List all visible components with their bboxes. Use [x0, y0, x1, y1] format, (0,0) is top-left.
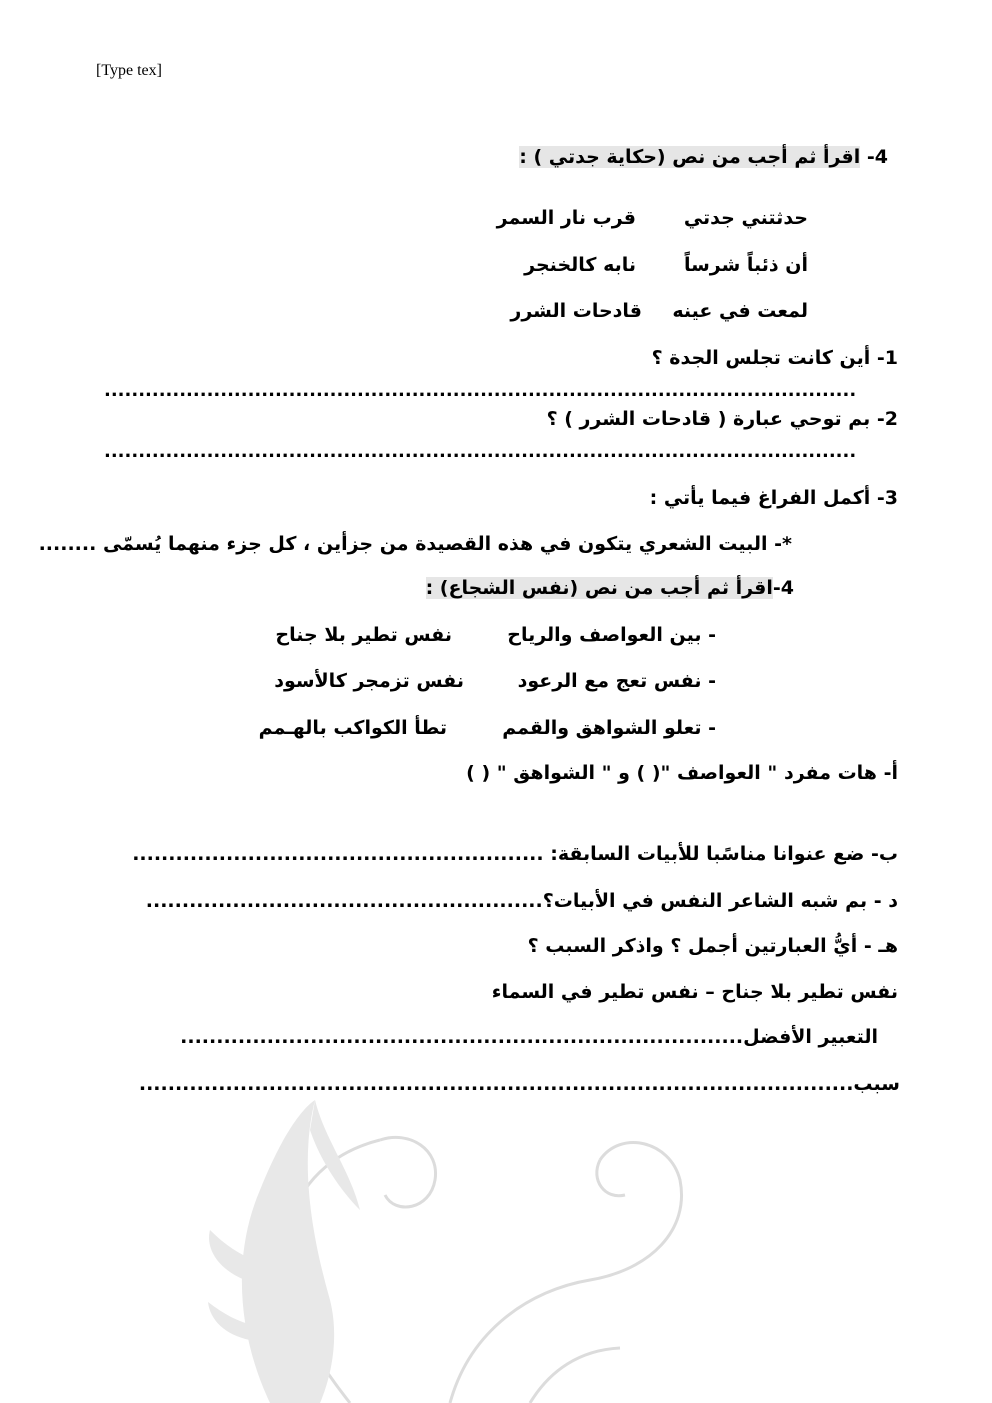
question-2: 2- بم توحي عبارة ( قادحات الشرر ) ؟	[546, 408, 898, 430]
floral-watermark-icon	[150, 1080, 710, 1403]
poem-verse3-right: - تعلو الشواهق والقمم	[502, 717, 716, 739]
answer-line-2[interactable]: ..............................................................................................................	[104, 441, 857, 462]
question-a: أ- هات مفرد " العواصف "( ) و " الشواهق " ( )	[466, 762, 898, 784]
section2-number: 4-	[772, 577, 794, 599]
section1-title-text: اقرأ ثم أجب من نص (حكاية جدتي ) :	[519, 146, 861, 168]
phrases-line: نفس تطير بلا جناح – نفس تطير في السماء	[491, 981, 898, 1003]
best-expression-line[interactable]: التعبير الأفضل..............................................................................	[180, 1026, 878, 1048]
verse2-right: أن ذئباً شرساً	[683, 254, 808, 276]
poem-verse3-left: تطأ الكواكب بالهـمم	[258, 717, 447, 739]
question-b: ب- ضع عنوانا مناسًبا للأبيات السابقة: .........................................................	[132, 843, 898, 865]
section2-title	[426, 577, 794, 599]
question-3: 3- أكمل الفراغ فيما يأتي :	[649, 487, 898, 509]
question-3-item	[39, 533, 792, 555]
reason-line[interactable]: سبب...................................................................................................	[138, 1073, 900, 1095]
verse3-left: قادحات الشرر	[510, 300, 642, 322]
poem-verse1-left: نفس تطير بلا جناح	[275, 624, 452, 646]
verse1-right: حدثتني جدتي	[683, 207, 808, 229]
question-d: د - بم شبه الشاعر النفس في الأبيات؟.......................................................	[145, 890, 898, 912]
poem-verse2-right: - نفس تعج مع الرعود	[517, 670, 716, 692]
section2-title-text: اقرأ ثم أجب من نص (نفس الشجاع) :	[425, 577, 773, 599]
question-1: 1- أين كانت تجلس الجدة ؟	[651, 347, 898, 369]
section1-title	[519, 146, 888, 168]
verse3-right: لمعت في عينه	[672, 300, 808, 322]
poem-verse2-left: نفس تزمجر كالأسود	[274, 670, 464, 692]
section1-number: 4-	[866, 146, 888, 168]
answer-line-1[interactable]: ..............................................................................................................	[104, 380, 857, 401]
verse2-left: نابه كالخنجر	[524, 254, 636, 276]
question-3-item-text: *- البيت الشعري يتكون في هذه القصيدة من جزأين ، كل جزء منهما يُسمّى ........	[38, 533, 792, 555]
question-h: هـ - أيُّ العبارتين أجمل ؟ واذكر السبب ؟	[527, 935, 898, 957]
verse1-left: قرب نار السمر	[496, 207, 636, 229]
poem-verse1-right: - بين العواصف والرياح	[507, 624, 716, 646]
header-placeholder-text: [Type tex]	[96, 62, 162, 79]
